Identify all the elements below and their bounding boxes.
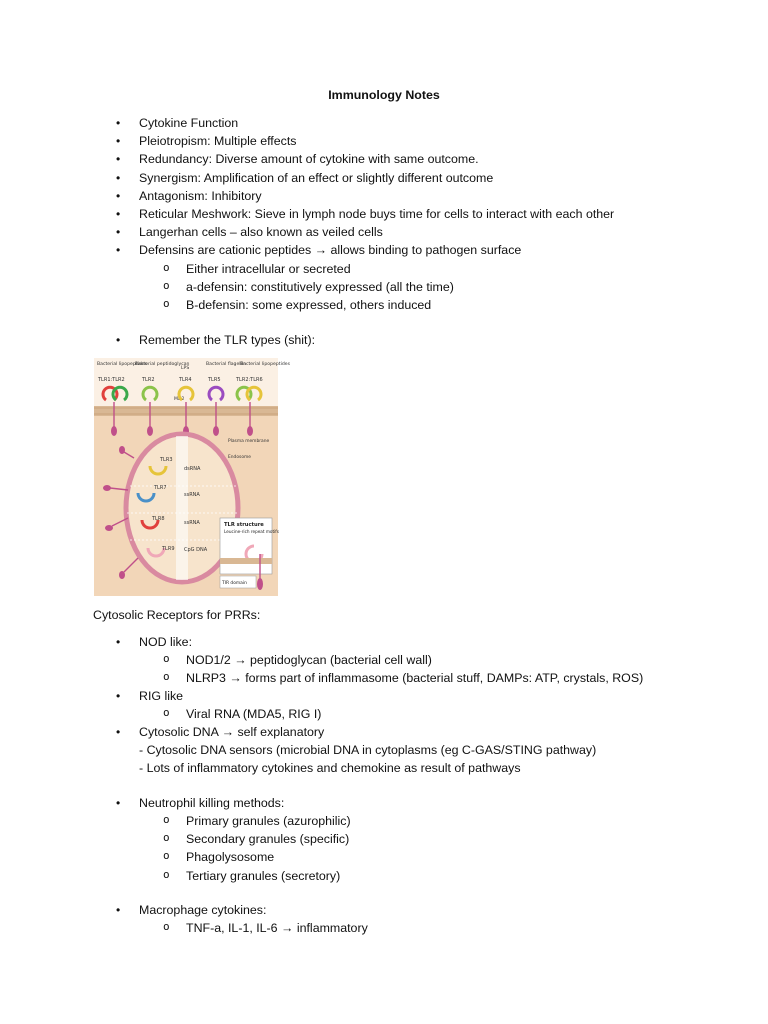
list-item: • NOD like: <box>116 633 192 651</box>
defensins-sublist <box>163 260 454 315</box>
cytosolic-heading: Cytosolic Receptors for PRRs: <box>93 608 261 622</box>
svg-text:Plasma membrane: Plasma membrane <box>228 439 270 444</box>
svg-text:TLR9: TLR9 <box>162 546 175 552</box>
svg-text:TLR3: TLR3 <box>160 457 173 463</box>
list-item: • Synergism: Amplification of an effect or slightly different outcome <box>116 169 614 187</box>
svg-text:TLR structure: TLR structure <box>224 522 264 528</box>
rig-list <box>116 687 183 705</box>
svg-text:MD2: MD2 <box>174 397 185 402</box>
list-item: o Viral RNA (MDA5, RIG I) <box>163 705 321 723</box>
list-item: • Cytosolic DNA → self explanatory <box>116 723 324 741</box>
svg-text:TLR7: TLR7 <box>154 485 167 491</box>
svg-text:Endosome: Endosome <box>228 455 251 460</box>
list-item: • Remember the TLR types (shit): <box>116 331 315 349</box>
list-item: o Either intracellular or secreted <box>163 260 454 278</box>
list-item: • Reticular Meshwork: Sieve in lymph node buys time for cells to interact with each other <box>116 205 614 223</box>
macrophage-sublist <box>163 919 368 937</box>
neutrophil-sublist <box>163 812 351 885</box>
svg-text:Bacterial lipopeptides: Bacterial lipopeptides <box>97 362 147 367</box>
list-item: • Macrophage cytokines: <box>116 901 266 919</box>
list-item: • Pleiotropism: Multiple effects <box>116 132 614 150</box>
list-item: • Antagonism: Inhibitory <box>116 187 614 205</box>
cytosolic-dna-line: - Cytosolic DNA sensors (microbial DNA in cytoplasms (eg C-GAS/STING pathway) <box>139 743 597 757</box>
svg-text:Bacterial flagellin: Bacterial flagellin <box>206 362 247 367</box>
list-item: o NLRP3 → forms part of inflammasome (bacterial stuff, DAMPs: ATP, crystals, ROS) <box>163 669 643 687</box>
cytokine-list <box>116 114 614 260</box>
list-item: o B-defensin: some expressed, others induced <box>163 296 454 314</box>
svg-text:TLR1:TLR2: TLR1:TLR2 <box>98 377 125 383</box>
svg-text:LPS: LPS <box>181 366 190 371</box>
cytosolic-dna-line: - Lots of inflammatory cytokines and chemokine as result of pathways <box>139 761 521 775</box>
list-item: • RIG like <box>116 687 183 705</box>
svg-text:Bacterial peptidoglycan: Bacterial peptidoglycan <box>135 362 190 367</box>
tlr-types-figure <box>94 358 290 596</box>
list-item: o Tertiary granules (secretory) <box>163 867 351 885</box>
list-item: • Cytokine Function <box>116 114 614 132</box>
svg-text:TLR8: TLR8 <box>152 516 165 522</box>
neutrophil-list <box>116 794 284 812</box>
rig-sublist <box>163 705 321 723</box>
list-item: o Primary granules (azurophilic) <box>163 812 351 830</box>
nod-sublist <box>163 651 643 687</box>
svg-text:Leucine-rich repeat motifs: Leucine-rich repeat motifs <box>224 529 279 534</box>
svg-text:Bacterial lipopeptides: Bacterial lipopeptides <box>240 362 290 367</box>
svg-text:TIR domain: TIR domain <box>222 581 247 586</box>
list-item: o Secondary granules (specific) <box>163 830 351 848</box>
tlr-list <box>116 331 315 349</box>
nod-list <box>116 633 192 651</box>
svg-text:dsRNA: dsRNA <box>184 466 201 472</box>
list-item: • Neutrophil killing methods: <box>116 794 284 812</box>
list-item: • Langerhan cells – also known as veiled cells <box>116 223 614 241</box>
page-title: Immunology Notes <box>328 88 440 102</box>
macrophage-list <box>116 901 266 919</box>
svg-text:TLR5: TLR5 <box>208 377 221 383</box>
list-item: o TNF-a, IL-1, IL-6 → inflammatory <box>163 919 368 937</box>
svg-text:ssRNA: ssRNA <box>184 492 200 498</box>
list-item: • Defensins are cationic peptides → allows binding to pathogen surface <box>116 241 614 259</box>
svg-text:TLR4: TLR4 <box>179 377 192 383</box>
list-item: o NOD1/2 → peptidoglycan (bacterial cell wall) <box>163 651 643 669</box>
cytosolic-dna-list <box>116 723 324 741</box>
list-item: o a-defensin: constitutively expressed (all the time) <box>163 278 454 296</box>
list-item: o Phagolysosome <box>163 848 351 866</box>
list-item: • Redundancy: Diverse amount of cytokine with same outcome. <box>116 150 614 168</box>
svg-text:CpG DNA: CpG DNA <box>184 547 208 553</box>
svg-text:ssRNA: ssRNA <box>184 520 200 526</box>
svg-text:TLR2:TLR6: TLR2:TLR6 <box>236 377 263 383</box>
svg-text:TLR2: TLR2 <box>142 377 155 383</box>
